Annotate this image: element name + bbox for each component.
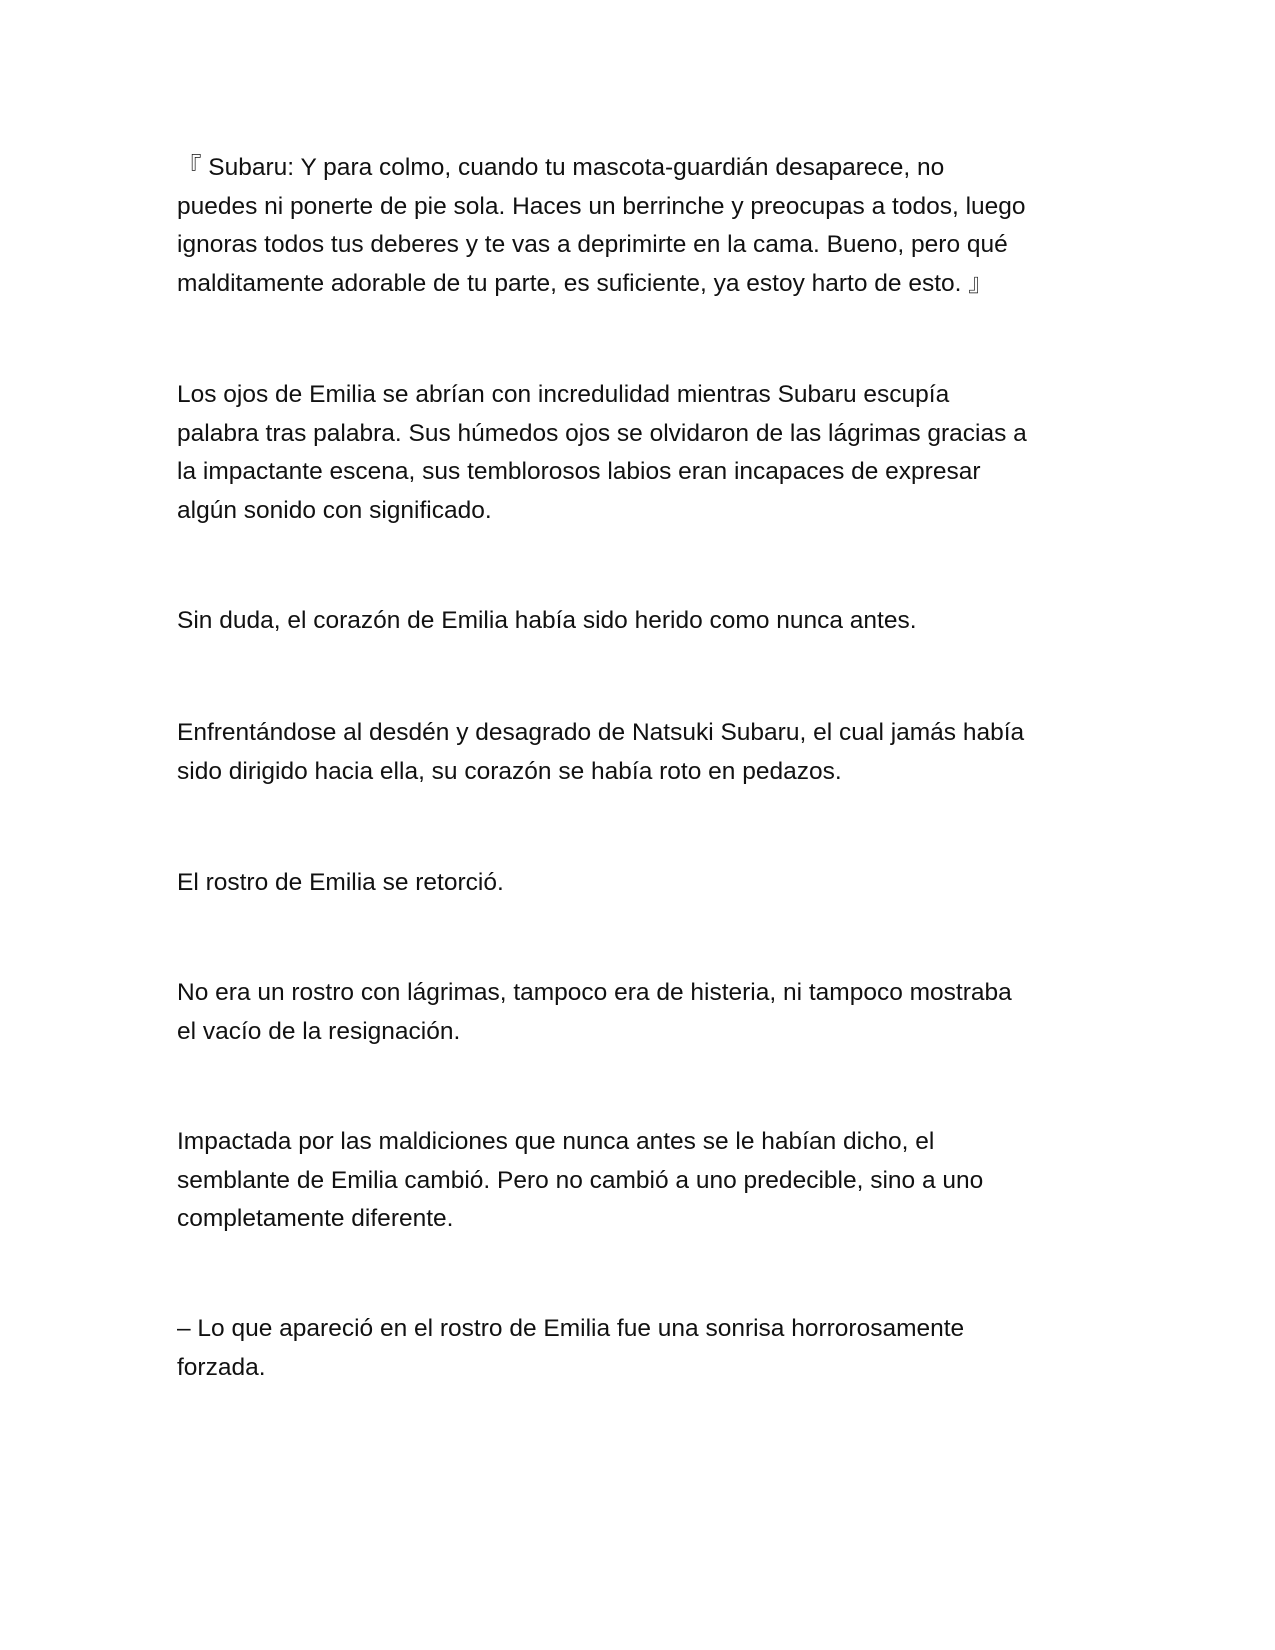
text-line: Sin duda, el corazón de Emilia había sido herido como nunca antes. bbox=[177, 607, 917, 634]
text-line: Los ojos de Emilia se abrían con incredulidad mientras Subaru escupía bbox=[177, 381, 950, 408]
text-line: forzada. bbox=[177, 1353, 266, 1381]
paragraph-forced-smile bbox=[177, 1310, 1107, 1387]
text-line: completamente diferente. bbox=[177, 1205, 454, 1232]
text-line: Impactada por las maldiciones que nunca antes se le habían dicho, el bbox=[177, 1128, 935, 1155]
text-line: sido dirigido hacia ella, su corazón se había roto en pedazos. bbox=[177, 757, 842, 785]
text-line: – Lo que apareció en el rostro de Emilia fue una sonrisa horrorosamente bbox=[177, 1315, 965, 1342]
text-line: malditamente adorable de tu parte, es suficiente, ya estoy harto de esto. 』 bbox=[177, 269, 993, 297]
text-line: 『 Subaru: Y para colmo, cuando tu mascota-guardián desaparece, no bbox=[177, 154, 945, 181]
text-line: puedes ni ponerte de pie sola. Haces un berrinche y preocupas a todos, luego bbox=[177, 192, 1026, 220]
text-line: la impactante escena, sus temblorosos labios eran incapaces de expresar bbox=[177, 458, 981, 485]
paragraph-disdain bbox=[177, 714, 1107, 791]
text-line: ignoras todos tus deberes y te vas a deprimirte en la cama. Bueno, pero qué bbox=[177, 231, 1008, 258]
paragraph-subaru-dialogue bbox=[177, 149, 1107, 303]
text-line: palabra tras palabra. Sus húmedos ojos se olvidaron de las lágrimas gracias a bbox=[177, 419, 1027, 447]
paragraph-emilia-eyes bbox=[177, 376, 1107, 530]
text-line: el vacío de la resignación. bbox=[177, 1017, 461, 1045]
text-line: El rostro de Emilia se retorció. bbox=[177, 869, 504, 896]
paragraph-heart-wounded bbox=[177, 602, 1107, 641]
text-line: Enfrentándose al desdén y desagrado de Natsuki Subaru, el cual jamás había bbox=[177, 719, 1025, 746]
text-line: algún sonido con significado. bbox=[177, 496, 492, 524]
text-line: No era un rostro con lágrimas, tampoco era de histeria, ni tampoco mostraba bbox=[177, 979, 1012, 1006]
paragraph-not-tears bbox=[177, 974, 1107, 1051]
text-line: semblante de Emilia cambió. Pero no cambió a uno predecible, sino a uno bbox=[177, 1166, 984, 1194]
paragraph-expression-changed bbox=[177, 1123, 1107, 1239]
paragraph-face-twisted bbox=[177, 864, 1107, 903]
